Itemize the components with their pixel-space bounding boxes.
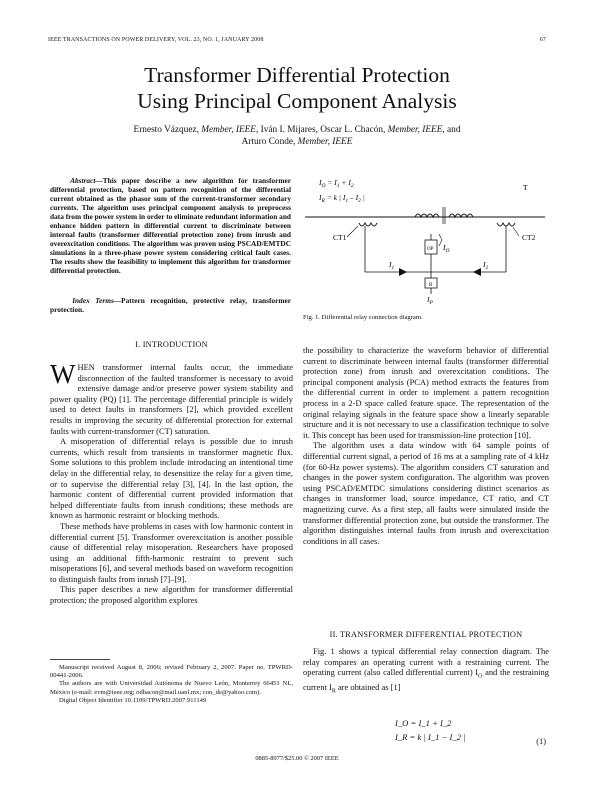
figure-transformer-label: T xyxy=(523,183,528,192)
abstract-body: —This paper describe a new algorithm for transformer differential protection, based on pattern recognition of the differential current obtained as the phasor sum of the current-transformer secondary currents. The algorithm uses principal component analysis to preprocess data from the power system in order to eliminate redundant information and enhance hidden pattern in differential current to discriminate between internal faults (transformer differential protection zone) from inrush and overexcitation conditions. The algorithm was proven using PSCAD/EMTDC simulations in a three-phase power system considering critical fault cases. The results show the feasibility to implement this algorithm for transformer differential protection. xyxy=(50,176,292,275)
author-membership: Member, IEEE xyxy=(297,136,353,147)
running-header: IEEE TRANSACTIONS ON POWER DELIVERY, VOL. 23, NO. 1, JANUARY 2008 xyxy=(48,37,264,43)
right-paragraph-2: The algorithm uses a data window with 64 sample points of differential current signal, a period of 16 ms at a sampling rate of 4 kHz (for 60-Hz power systems). The algorithm considers CT saturation and changes in the power system configuration. The algorithm was proven using PSCAD/EMTDC simulations considering distinct scenarios as changes in transformer load, source impedance, CT ratio, and CT magnetizing curve. As a first step, all faults were simulated inside the transformer differential protection zone, but outside the transformer. The algorithm distinguishes internal faults from inrush and overexcitation conditions in all cases. xyxy=(303,440,549,546)
section2-paragraph-1 xyxy=(303,646,549,698)
footnote-affiliation: The authors are with Universidad Autónoma de Nuevo León, Monterrey 66451 NL, México (e-mail: evm@ieee.org; odhacon@mail.uanl.mx; con_de@yahoo.com). xyxy=(50,680,293,696)
io-label: $I_O$ xyxy=(443,243,450,254)
footnote-doi: Digital Object Identifier 10.1109/TPWRD.2007.911149 xyxy=(59,696,207,704)
copyright-footer: 0885-8977/$25.00 © 2007 IEEE xyxy=(255,755,339,762)
subscript-o: O xyxy=(478,673,483,680)
paper-title xyxy=(0,62,594,114)
left-column-body xyxy=(50,359,293,606)
equation-1 xyxy=(395,718,550,748)
intro-paragraph-2: A misoperation of differential relays is possible due to inrush currents, which result from transients in transformer magnetic flux. Some solutions to this problem include introducing an intentional time delay in the differential relay, to desensitize the relay for a given time, or to supervise the differential relay [3], [4]. In the last option, the harmonic content of differential current provided information that helped differentiate faults from inrush conditions; these methods are known as harmonic restraint or blocking methods. xyxy=(50,436,293,521)
right-column-body xyxy=(303,345,549,546)
i1-label: $I_1$ xyxy=(389,260,395,271)
ct2-label: CT2 xyxy=(522,233,536,242)
page-number: 67 xyxy=(539,37,546,43)
author-list xyxy=(60,125,534,148)
section2-body xyxy=(303,646,549,698)
abstract-label: Abstract xyxy=(70,176,96,185)
section-heading-introduction: I. INTRODUCTION xyxy=(135,340,208,349)
abstract xyxy=(50,176,291,275)
authors-line-2 xyxy=(60,137,534,149)
title-line-2: Using Principal Component Analysis xyxy=(137,89,457,113)
author-text: Arturo Conde, xyxy=(241,136,298,147)
figure-eq-restraining: $I_R = k$ | $I_1 - I_2$ | xyxy=(319,193,365,204)
intro-paragraph-3: These methods have problems in cases with low harmonic content in differential current [5]. Transformer overexcitation is another possible cause of differential relay misoperation. Researchers have proposed using an additional fifth-harmonic restraint to prevent such misoperations [6], and several methods based on waveform recognition to distinguish faults from inrush [7]–[9]. xyxy=(50,520,293,584)
footnote-manuscript: Manuscript received August 8, 2006; revised February 2, 2007. Paper no. TPWRD-00441-2006. xyxy=(50,664,293,680)
intro-paragraph-1-text: HEN transformer internal faults occur, the immediate disconnection of the faulted transformer is necessary to avoid extensive damage and/or preserve power system stability and power quality (PQ) [1]. The percentage differential principle is widely used to detect faults in transformers [2], which provided excellent results in improving the security of differential protection for external faults with current-transformer (CT) saturation. xyxy=(50,362,293,436)
author-text: , Iván I. Mijares, Oscar L. Chacón, xyxy=(255,125,388,135)
section2-text-b: and the restraining current I xyxy=(303,667,549,693)
figure-differential-relay-diagram xyxy=(303,174,547,304)
title-line-1: Transformer Differential Protection xyxy=(144,63,450,87)
r-label: R xyxy=(429,283,433,288)
figure-caption: Fig. 1. Differential relay connection diagram. xyxy=(303,314,423,321)
figure-eq-operating: $I_O = I_1 + I_2$ xyxy=(319,178,354,189)
author-text: Ernesto Vázquez, xyxy=(133,125,202,135)
drop-cap: W xyxy=(50,359,76,389)
intro-paragraph-1 xyxy=(50,359,293,436)
ct1-coil xyxy=(359,223,377,226)
section2-text-c: are obtained as [1] xyxy=(335,682,401,693)
subscript-r: R xyxy=(331,689,336,696)
ct2-coil xyxy=(497,223,515,226)
author-text: , and xyxy=(442,125,461,135)
index-terms-label: Index Terms xyxy=(72,296,114,305)
equation-1-line-2: I_R = k | I_1 − I_2 | xyxy=(395,732,466,742)
op-label: OP xyxy=(427,247,434,252)
equation-1-line-1: I_O = I_1 + I_2 xyxy=(395,718,452,728)
index-terms-body: —Pattern recognition, protective relay, transformer protection. xyxy=(50,296,291,314)
footnote-rule xyxy=(50,659,110,660)
equation-number: (1) xyxy=(536,737,546,746)
ip-label: $I_P$ xyxy=(427,295,433,304)
index-terms xyxy=(50,296,291,314)
footnotes xyxy=(50,664,293,705)
authors-line-1 xyxy=(60,125,534,137)
section-heading-differential-protection: II. TRANSFORMER DIFFERENTIAL PROTECTION xyxy=(329,630,523,639)
i2-label: $I_2$ xyxy=(483,260,489,271)
intro-paragraph-4: This paper describes a new algorithm for transformer differential protection; the proposed algorithm explores xyxy=(50,584,293,606)
author-membership: Member, IEEE xyxy=(201,125,256,135)
section2-text-a: Fig. 1 shows a typical differential relay connection diagram. The relay compares an operating current with a restraining current. The operating current (also called differential current) I xyxy=(303,646,549,678)
ct1-label: CT1 xyxy=(333,233,347,242)
author-membership: Member, IEEE xyxy=(387,125,443,135)
right-paragraph-1: the possibility to characterize the waveform behavior of differential current to discriminate between internal faults (transformer differential protection zone) from inrush and overexcitation conditions. The principal component analysis (PCA) method extracts the features from the differential current in order to implement a pattern recognition process in a 2-D space called feature space. The representation of the original relaying signals in the feature space show a linearly separable structure and it is not necessary to use a classification technique to solve it. This concept has been used for transmission-line protection [10]. xyxy=(303,345,549,440)
